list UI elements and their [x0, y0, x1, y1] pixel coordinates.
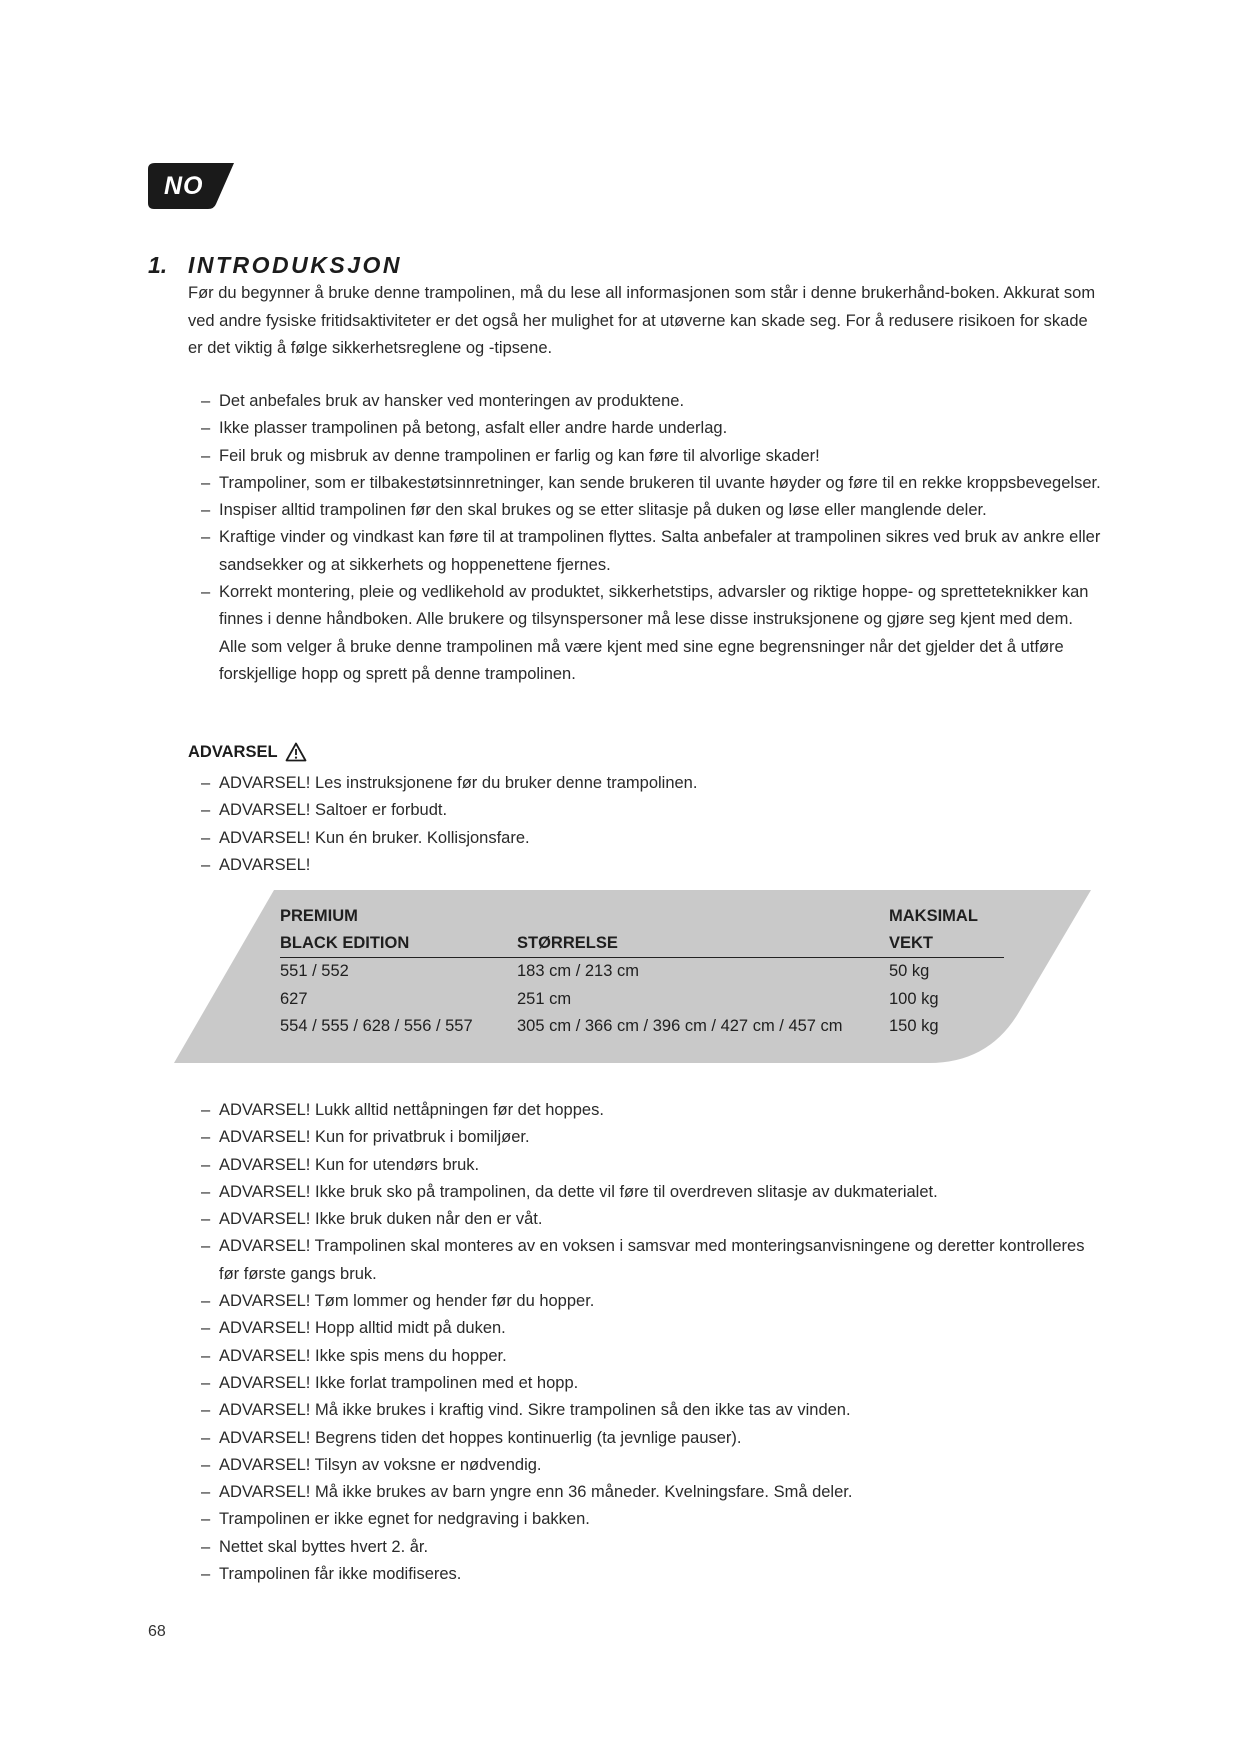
list-item: – ADVARSEL! Kun for privatbruk i bomiljøer. [201, 1124, 1101, 1151]
section-title: INTRODUKSJON [188, 252, 403, 278]
list-item: – Nettet skal byttes hvert 2. år. [201, 1534, 1101, 1561]
cell-model: 551 / 552 [280, 962, 349, 980]
page-number: 68 [148, 1623, 166, 1640]
list-item: – ADVARSEL! Må ikke brukes i kraftig vind. Sikre trampolinen så den ikke tas av vinden. [201, 1397, 1101, 1424]
list-item: – ADVARSEL! Tøm lommer og hender før du hopper. [201, 1288, 1101, 1315]
header-weight-line2: VEKT [889, 930, 1004, 958]
list-item: – ADVARSEL! Ikke bruk duken når den er våt. [201, 1206, 1101, 1233]
header-size-line2: STØRRELSE [517, 930, 889, 958]
warning-list-top [201, 770, 1101, 879]
section-heading [148, 252, 402, 279]
warning-heading [188, 742, 307, 762]
cell-weight: 50 kg [889, 962, 930, 980]
list-item: – Trampoliner, som er tilbakestøtsinnretninger, kan sende brukeren til uvante høyder og føre til en rekke kroppsbevegelser. [201, 470, 1101, 497]
intro-paragraph: Før du begynner å bruke denne trampolinen, må du lese all informasjonen som står i denne brukerhånd-boken. Akkurat som ved andre fysiske fritidsaktiviteter er det også her mulighet for at utøverne kan skade seg. For å redusere risikoen for skade er det viktig å følge sikkerhetsreglene og -tipsene. [188, 284, 1096, 357]
warning-heading-label: ADVARSEL [188, 742, 278, 761]
cell-weight: 150 kg [889, 1017, 939, 1035]
list-item: – Inspiser alltid trampolinen før den skal brukes og se etter slitasje på duken og løse eller manglende deler. [201, 497, 1101, 524]
cell-size: 305 cm / 366 cm / 396 cm / 427 cm / 457 cm [517, 1017, 843, 1035]
list-item: – Kraftige vinder og vindkast kan føre til at trampolinen flyttes. Salta anbefaler at trampolinen sikres ved bruk av ankre eller sandsekker og at sikkerhets og hoppenettene fjernes. [201, 524, 1101, 579]
cell-size: 183 cm / 213 cm [517, 962, 639, 980]
warning-triangle-icon [285, 742, 307, 762]
cell-weight: 100 kg [889, 989, 939, 1008]
list-item: – ADVARSEL! Lukk alltid nettåpningen før det hoppes. [201, 1097, 1101, 1124]
list-item: – ADVARSEL! [201, 852, 1101, 879]
list-item: – Korrekt montering, pleie og vedlikehold av produktet, sikkerhetstips, advarsler og riktige hoppe- og spretteteknikker kan finnes i denne håndboken. Alle brukere og tilsynspersoner må lese disse instruksjonene og gjøre seg kjent med dem. Alle som velger å bruke denne trampolinen må være kjent med sine egne begrensninger når det gjelder det å utføre forskjellige hopp og sprett på denne trampolinen. [201, 579, 1101, 688]
list-item: – Ikke plasser trampolinen på betong, asfalt eller andre harde underlag. [201, 415, 1101, 442]
list-item: – Trampolinen er ikke egnet for nedgraving i bakken. [201, 1506, 1101, 1533]
table-header-row [280, 930, 1004, 958]
list-item: – ADVARSEL! Ikke spis mens du hopper. [201, 1343, 1101, 1370]
list-item: – ADVARSEL! Kun for utendørs bruk. [201, 1152, 1101, 1179]
header-size-line1 [517, 903, 889, 930]
language-badge-label: NO [164, 172, 204, 200]
list-item: – ADVARSEL! Begrens tiden det hoppes kontinuerlig (ta jevnlige pauser). [201, 1425, 1101, 1452]
safety-list [201, 388, 1101, 688]
list-item: – Det anbefales bruk av hansker ved monteringen av produktene. [201, 388, 1101, 415]
table-row [280, 1013, 1004, 1041]
list-item: – ADVARSEL! Ikke forlat trampolinen med et hopp. [201, 1370, 1101, 1397]
header-model-line1: PREMIUM [280, 907, 358, 925]
header-model-line2: BLACK EDITION [280, 930, 517, 958]
cell-model: 554 / 555 / 628 / 556 / 557 [280, 1017, 473, 1035]
cell-model: 627 [280, 989, 308, 1008]
spec-table [280, 903, 1004, 1041]
language-badge [148, 163, 234, 209]
cell-size: 251 cm [517, 989, 572, 1008]
section-number: 1. [148, 252, 168, 278]
list-item: – ADVARSEL! Hopp alltid midt på duken. [201, 1315, 1101, 1342]
table-row [280, 958, 1004, 986]
list-item: – ADVARSEL! Må ikke brukes av barn yngre enn 36 måneder. Kvelningsfare. Små deler. [201, 1479, 1101, 1506]
table-header-row [280, 903, 1004, 930]
spec-table-panel [174, 890, 1091, 1063]
warning-list-bottom [201, 1097, 1101, 1588]
table-row [280, 986, 1004, 1014]
header-weight-line1: MAKSIMAL [889, 907, 978, 925]
list-item: – Feil bruk og misbruk av denne trampolinen er farlig og kan føre til alvorlige skader! [201, 443, 1101, 470]
list-item: – ADVARSEL! Les instruksjonene før du bruker denne trampolinen. [201, 770, 1101, 797]
list-item: – ADVARSEL! Ikke bruk sko på trampolinen, da dette vil føre til overdreven slitasje av dukmaterialet. [201, 1179, 1101, 1206]
list-item: – ADVARSEL! Saltoer er forbudt. [201, 797, 1101, 824]
list-item: – ADVARSEL! Trampolinen skal monteres av en voksen i samsvar med monteringsanvisningene og deretter kontrolleres før første gangs bruk. [201, 1233, 1101, 1288]
list-item: – Trampolinen får ikke modifiseres. [201, 1561, 1101, 1588]
list-item: – ADVARSEL! Kun én bruker. Kollisjonsfare. [201, 825, 1101, 852]
list-item: – ADVARSEL! Tilsyn av voksne er nødvendig. [201, 1452, 1101, 1479]
